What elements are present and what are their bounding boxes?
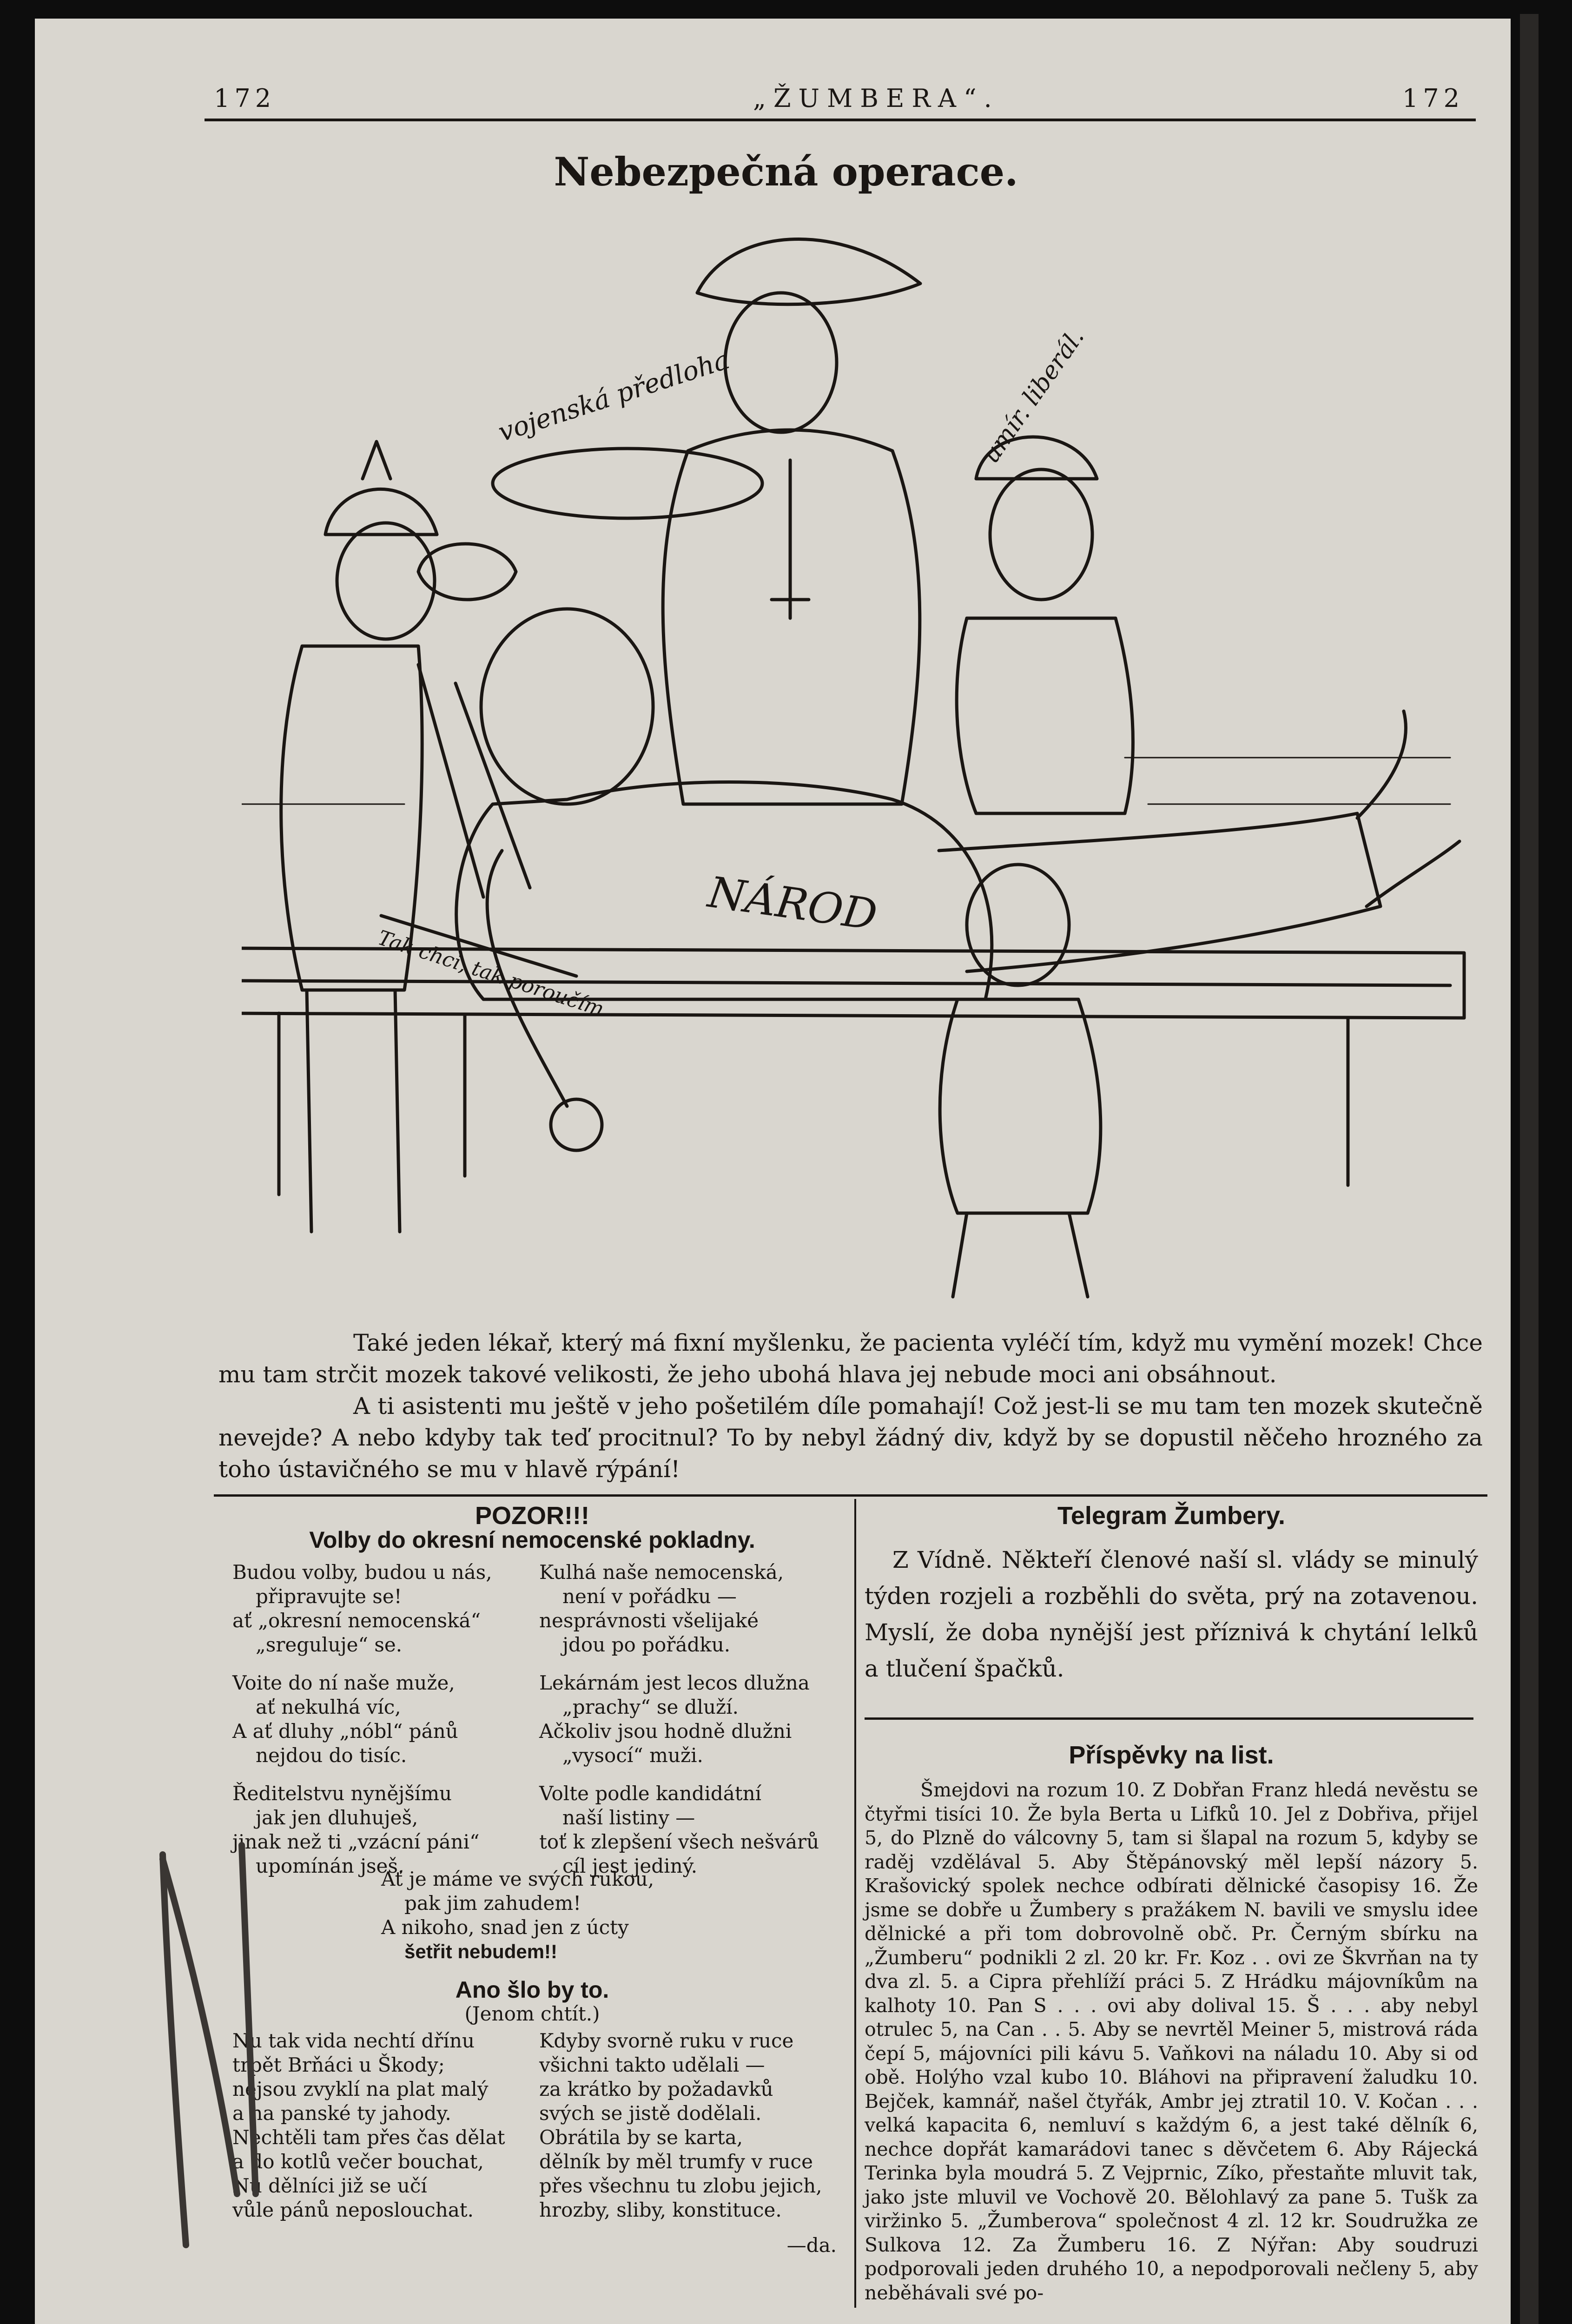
stanza: Lekárnám jest lecos dlužna „prachy“ se dluží. Ačkoliv jsou hodně dlužni „vysocí“ muži. [539,1671,810,1767]
stanza: Voite do ní naše muže, ať nekulhá víc, A ať dluhy „nóbl“ pánů nejdou do tisíc. [232,1671,458,1767]
cartoon-illustration [242,200,1487,1306]
telegram-text: Z Vídně. Někteří členové naší sl. vlády se minulý týden rozjeli a rozběhli do světa, prý na zotavenou. Myslí, že doba nynější jest příznivá k chytání lelků a tlučení špačků. [865,1546,1478,1682]
page-number-right: 172 [1402,84,1464,113]
header-rule [205,119,1476,121]
stanza: Kulhá naše nemocenská, není v pořádku — nesprávnosti všelijaké jdou po pořádku. [539,1561,784,1656]
ano-right-verse: Kdyby svorně ruku v ruce všichni takto udělali — za krátko by požadavků svých se jistě dodělali. Obrátila by se karta, dělník by měl trumfy v ruce přes všechnu tu zlobu jejich, hrozby, sliby, konstituce. [539,2029,822,2221]
assistant-body [940,999,1101,1213]
brain-plate [493,449,762,518]
priest-head [725,293,837,432]
section-rule [214,1494,1487,1497]
masthead-title: „ŽUMBERA“. [753,84,999,113]
soldier-head [337,523,435,639]
ano-left-verse: Nu tak vida nechtí dřínu trpět Brňáci u Škody; nejsou zvyklí na plat malý a na panské ty jahody. Nechtěli tam přes čas dělat a do kotlů večer bouchat, Nu dělníci již se učí vůle pánů neposlouchat. [232,2029,505,2221]
lead-paragraph: A ti asistenti mu ještě v jeho pošetilém díle pomahají! Což jest-li se mu tam ten mozek skutečně nevejde? A nebo kdyby tak teď procitnul? To by nebyl žádný div, když by se dopustil něčeho hrozného za toho ústavičného se mu v hlavě rýpání! [218,1393,1483,1483]
ano-subheading: (Jenom chtít.) [464,2002,600,2025]
cartoon-title: Nebezpečná operace. [554,149,1018,195]
ano-signature: —da. [786,2234,837,2257]
priest-hat [697,239,920,304]
pozor-heading: POZOR!!! [475,1502,589,1530]
lead-text [218,1327,1483,1485]
lead-paragraph: Také jeden lékař, který má fixní myšlenku, že pacienta vyléčí tím, když mu vymění mozek! Chce mu tam strčit mozek takové velikosti, že jeho ubohá hlava jej nebude moci ani obsáhnout. [218,1329,1483,1388]
page-edge [1520,14,1539,2324]
patient-head [481,609,653,804]
patient-legs [939,813,1380,971]
label-knife: Tak chci, tak poroučím [375,925,607,1022]
stanza: Volte podle kandidátní naší listiny — toť k zlepšení všech nešvárů cíl jest jediný. [539,1782,819,1877]
ano-heading: Ano šlo by to. [455,1977,609,2003]
label-shirt: NÁROD [705,867,880,940]
prispevky-heading: Příspěvky na list. [1069,1741,1274,1769]
pencil-scrawl [149,1841,260,2259]
stanza: Ředitelstvu nynějšímu jak jen dluhuješ, jinak než ti „vzácní páni“ upomínán jseš. [232,1782,480,1877]
final-stanza: Ať je máme ve svých rukou, pak jim zahudem! A nikoho, snad jen z úcty šetřit nebudem!! [381,1868,654,1962]
soldier-helmet [325,442,437,535]
stanza: Budou volby, budou u nás, připravujte se! ať „okresní nemocenská“ „sreguluje“ se. [232,1561,492,1656]
page-number-left: 172 [214,84,276,113]
label-liberal: umír. liberál. [977,324,1090,469]
liberal-body [957,618,1133,813]
prispevky-text: Šmejdovi na rozum 10. Z Dobřan Franz hledá nevěstu se čtyřmi tisíci 10. Že byla Berta u Lifků 10. Jel z Dobřiva, přijel 5, do Plzně do válcovny 5, tam si šlapal na rozum 5, kdyby se raděj vzdělával 5. Aby Štěpánovský měl lepší názory 5. Krašovický spolek nechce odbírati dělnické časopisy 16. Že jsme se dobře u Žumbery s pražákem N. bavili ve smyslu idee dělnické a při tom dobrovolně obč. Pr. Černým sbírku na „Žumberu“ podnikli 2 zl. 20 kr. Fr. Koz . . ovi ze Škvrňan na ty dva zl. 5. a Cipra přehlíží práci 5. Z Hrádku májovníkům na kalhoty 10. Pan S . . . ovi aby dolival 15. Š . . . aby nebyl otrulec 5, na Can . . 5. Aby se nevrtěl Meiner 5, mistrová ráda čepí 5, májovníci pili kávu 5. Vaňkovi na náladu 10. Aby si od obě. Holýho vzal kubo 10. Bláhovi na připravení žaludku 10. Bejček, kamnář, našel čtyřák, Ambr jej ztratil 10. V. Kočan . . . velká kapacita 6, nemluví s každým 6, a jest také dělník 6, nechce dopřát kamarádovi tanec s děvčetem 6. Aby Rájecká Terinka byla moudrá 5. Z Vejprnic, Zíko, přestaňte mluvit tak, jako jste mluvil ve Vochově 20. Bělohlavý za pane 5. Tušk za viržinko 5. „Žumberova“ společnost 4 zl. 12 kr. Soudružka ze Sulkova 12. Za Žumberu 16. Z Nýřan: Aby soudruzi podporovali jeden druhého 10, a nepodporovali nečleny 5, aby neběhávali své po- [865,1779,1478,2304]
pozor-subheading: Volby do okresní nemocenské pokladny. [309,1527,755,1553]
telegram-heading: Telegram Žumbery. [1057,1502,1286,1530]
liberal-head [990,469,1092,600]
telegram-rule [865,1717,1473,1720]
label-plate: vojenská předloha [495,344,733,448]
pozor-column [223,1504,841,2258]
pozor-left-stanzas [232,1560,521,1892]
column-divider [854,1499,856,2308]
pozor-right-stanzas [539,1560,837,1892]
prispevky-column [865,1743,1478,2305]
telegram-column [865,1504,1478,1687]
